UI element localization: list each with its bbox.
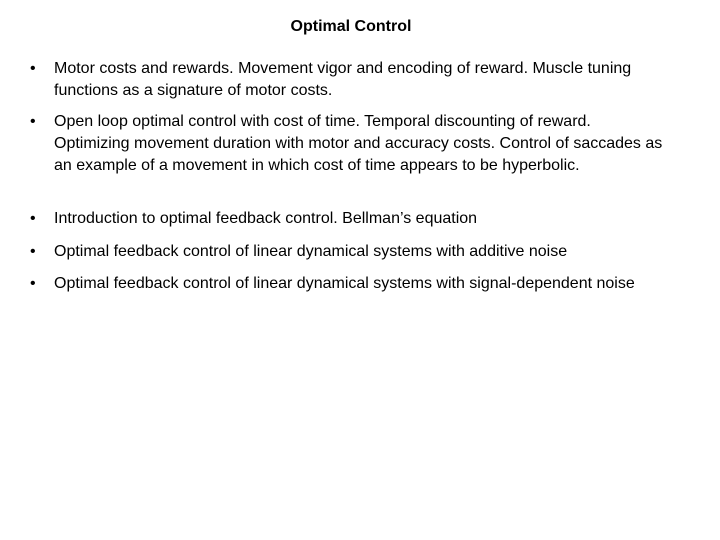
bullet-item	[30, 58, 670, 102]
bullet-item	[30, 208, 670, 230]
bullet-text: Open loop optimal control with cost of time. Temporal discounting of reward. Optimizing movement duration with motor and accuracy costs. Control of saccades as an example of a movement in which cost of time appears to be hyperbolic.	[54, 113, 663, 174]
bullet-text: Optimal feedback control of linear dynamical systems with signal-dependent noise	[54, 275, 635, 292]
bullet-icon: •	[30, 60, 36, 77]
bullet-icon: •	[30, 113, 36, 130]
bullet-icon: •	[30, 210, 36, 227]
bullet-text: Optimal feedback control of linear dynamical systems with additive noise	[54, 243, 568, 260]
bullet-icon: •	[30, 243, 36, 260]
bullet-item	[30, 241, 670, 263]
bullet-item	[30, 273, 670, 295]
bullet-text: Motor costs and rewards. Movement vigor and encoding of reward. Muscle tuning functions as a signature of motor costs.	[54, 60, 632, 99]
bullet-icon: •	[30, 275, 36, 292]
bullet-item	[30, 111, 670, 177]
slide-title: Optimal Control	[290, 18, 412, 35]
bullet-text: Introduction to optimal feedback control. Bellman’s equation	[54, 210, 478, 227]
